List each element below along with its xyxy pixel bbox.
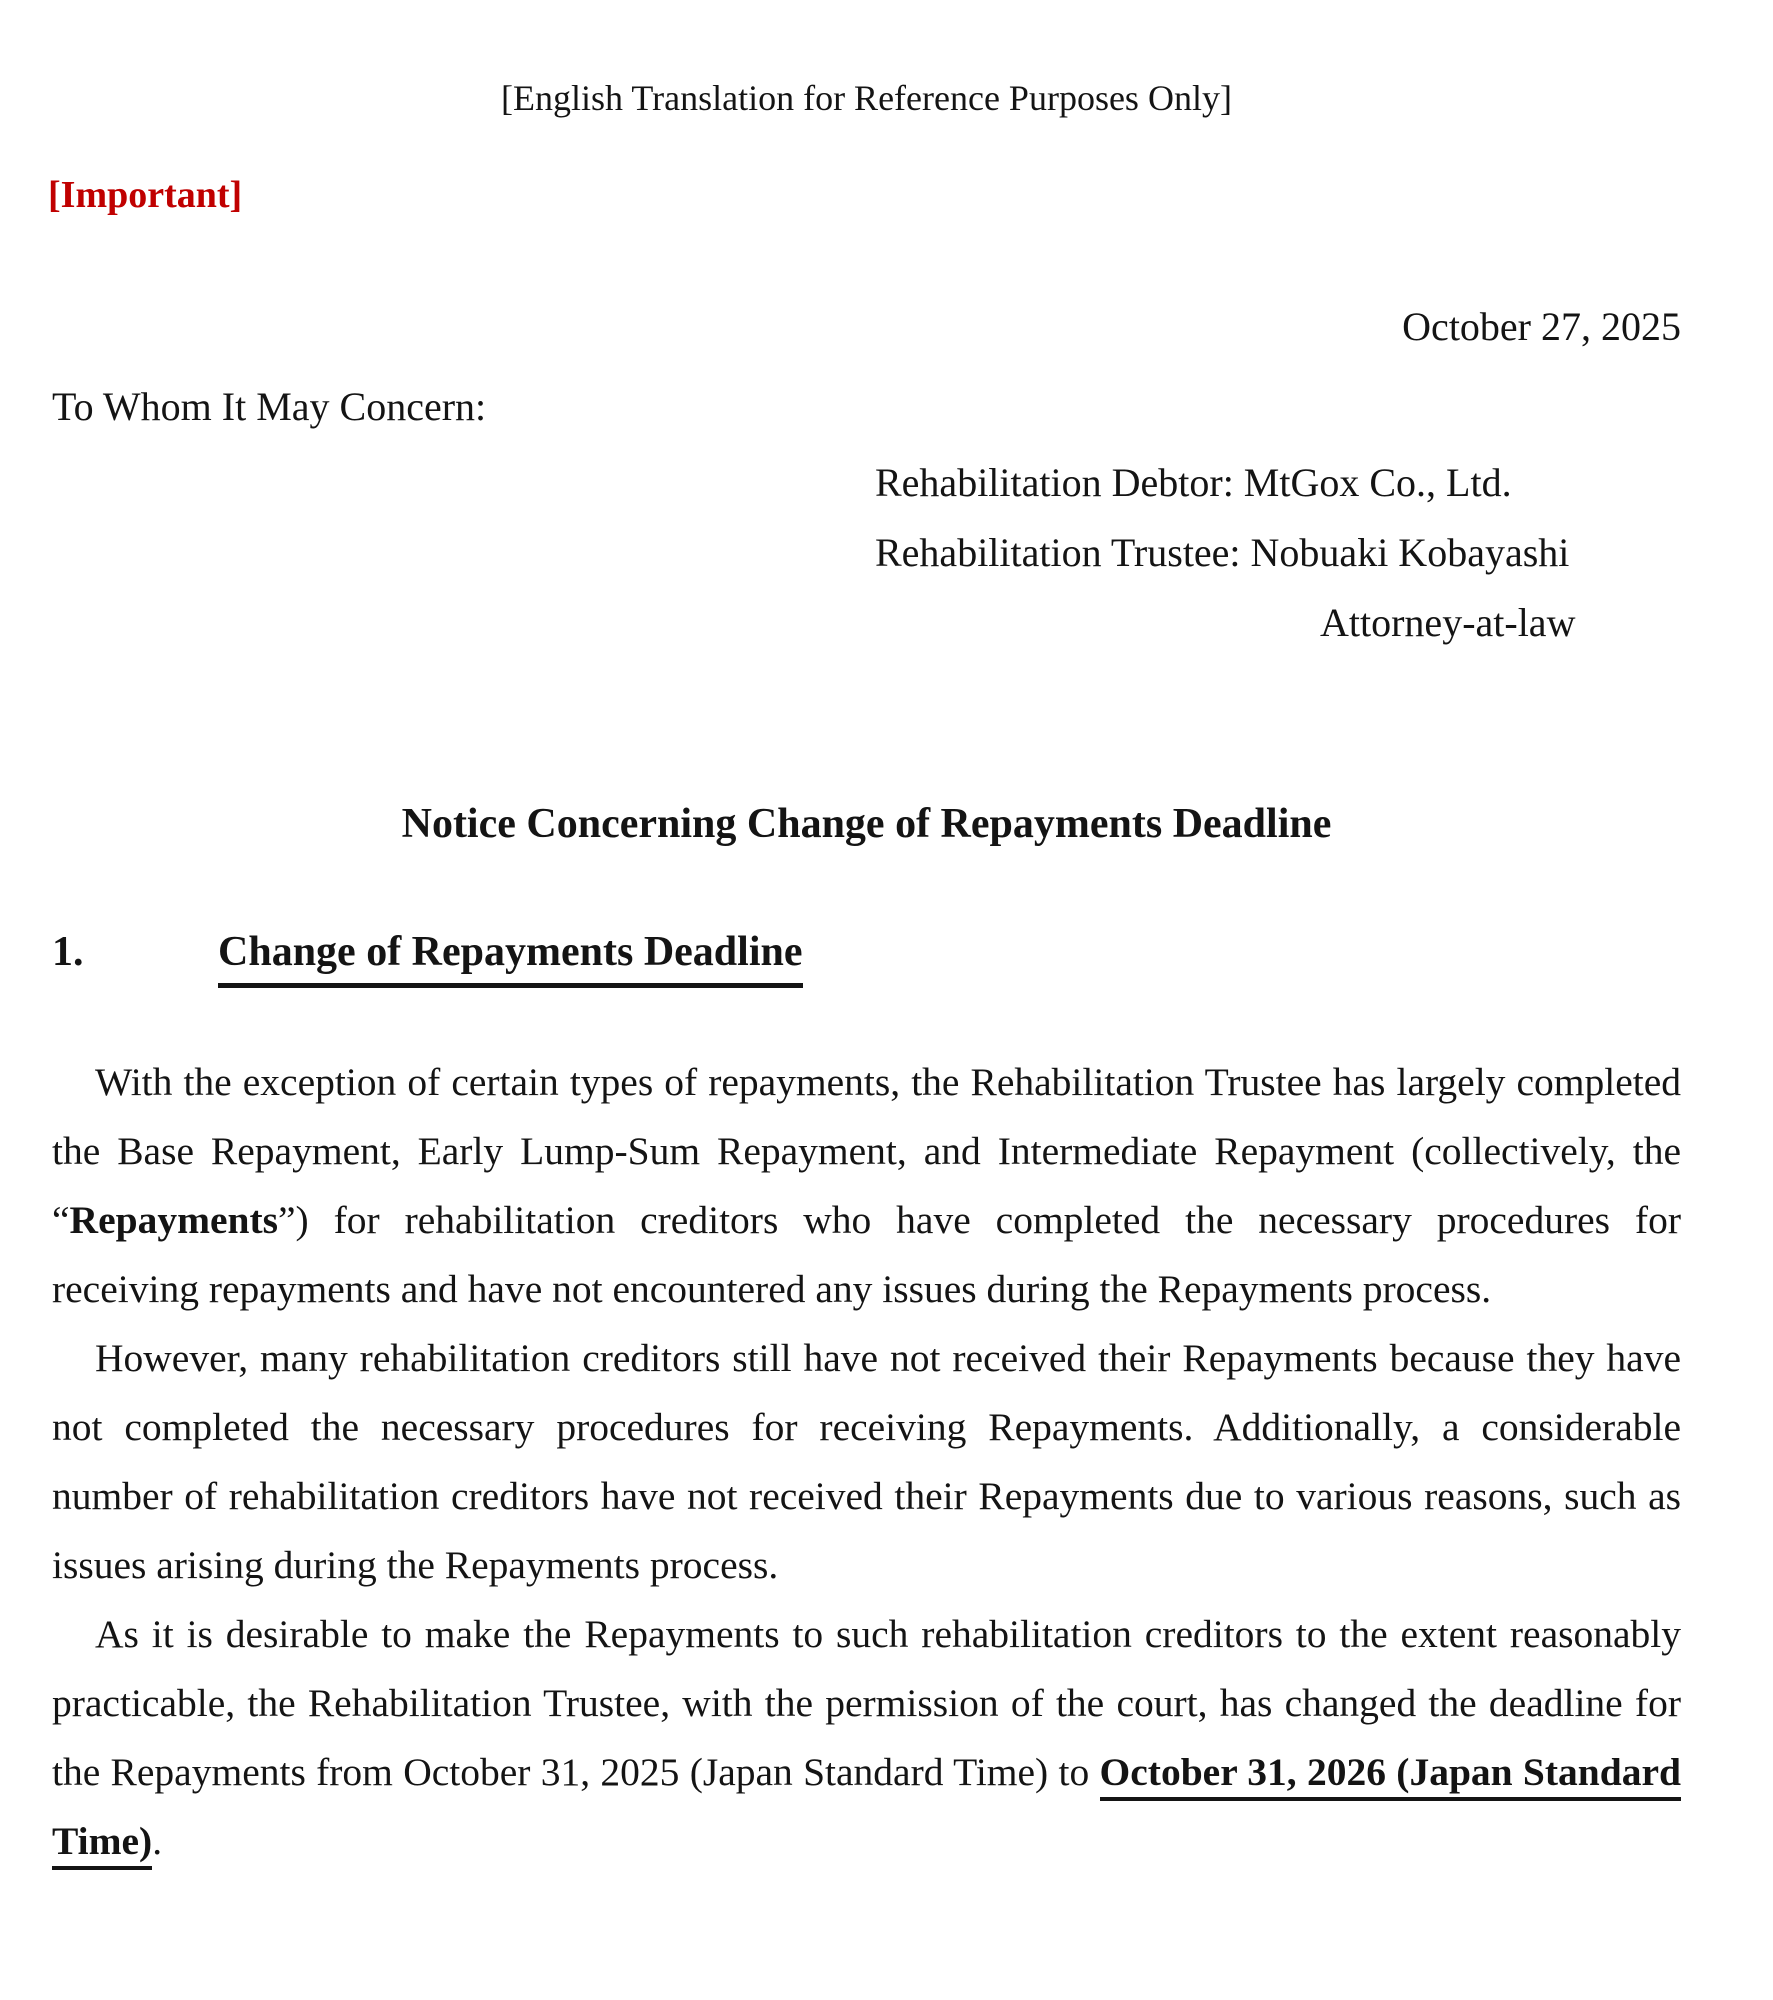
trustee-line: Rehabilitation Trustee: Nobuaki Kobayashi [875, 530, 1570, 575]
section-number: 1. [52, 929, 84, 975]
document-title: Notice Concerning Change of Repayments Deadline [401, 801, 1332, 847]
party-block [875, 448, 1575, 658]
p1-text-before: With the exception of certain types of repayments, the Rehabilitation Trustee has largely completed the Base Repayment, Early Lump-Sum Repayment, and Intermediate Repayment (collectively, the “ [52, 1060, 1681, 1242]
important-label: [Important] [48, 174, 243, 216]
paragraph-3 [52, 1600, 1681, 1876]
p3-text-after: . [152, 1819, 163, 1863]
body-text [52, 1048, 1681, 1876]
date-line: October 27, 2025 [1402, 304, 1681, 349]
salutation: To Whom It May Concern: [52, 384, 487, 429]
p1-text-after: ”) for rehabilitation creditors who have completed the necessary procedures for receiving repayments and have not encountered any issues during the Repayments process. [52, 1198, 1681, 1311]
section-heading [52, 926, 803, 988]
debtor-line: Rehabilitation Debtor: MtGox Co., Ltd. [875, 460, 1512, 505]
section-title: Change of Repayments Deadline [218, 926, 803, 988]
translation-note: [English Translation for Reference Purposes Only] [501, 78, 1232, 118]
paragraph-2 [52, 1324, 1681, 1600]
p2-text: However, many rehabilitation creditors still have not received their Repayments because they have not completed the necessary procedures for receiving Repayments. Additionally, a considerable number of rehabilitation creditors have not received their Repayments due to various reasons, such as issues arising during the Repayments process. [52, 1336, 1681, 1587]
new-deadline: October 31, 2026 (Japan Standard Time) [52, 1750, 1681, 1870]
trustee-title: Attorney-at-law [1320, 600, 1576, 645]
p1-bold-repayments: Repayments [69, 1198, 279, 1242]
p3-text-before: As it is desirable to make the Repayments to such rehabilitation creditors to the extent reasonably practicable, the Rehabilitation Trustee, with the permission of the court, has changed the deadline for the Repayments from October 31, 2025 (Japan Standard Time) to [52, 1612, 1681, 1794]
paragraph-1 [52, 1048, 1681, 1324]
